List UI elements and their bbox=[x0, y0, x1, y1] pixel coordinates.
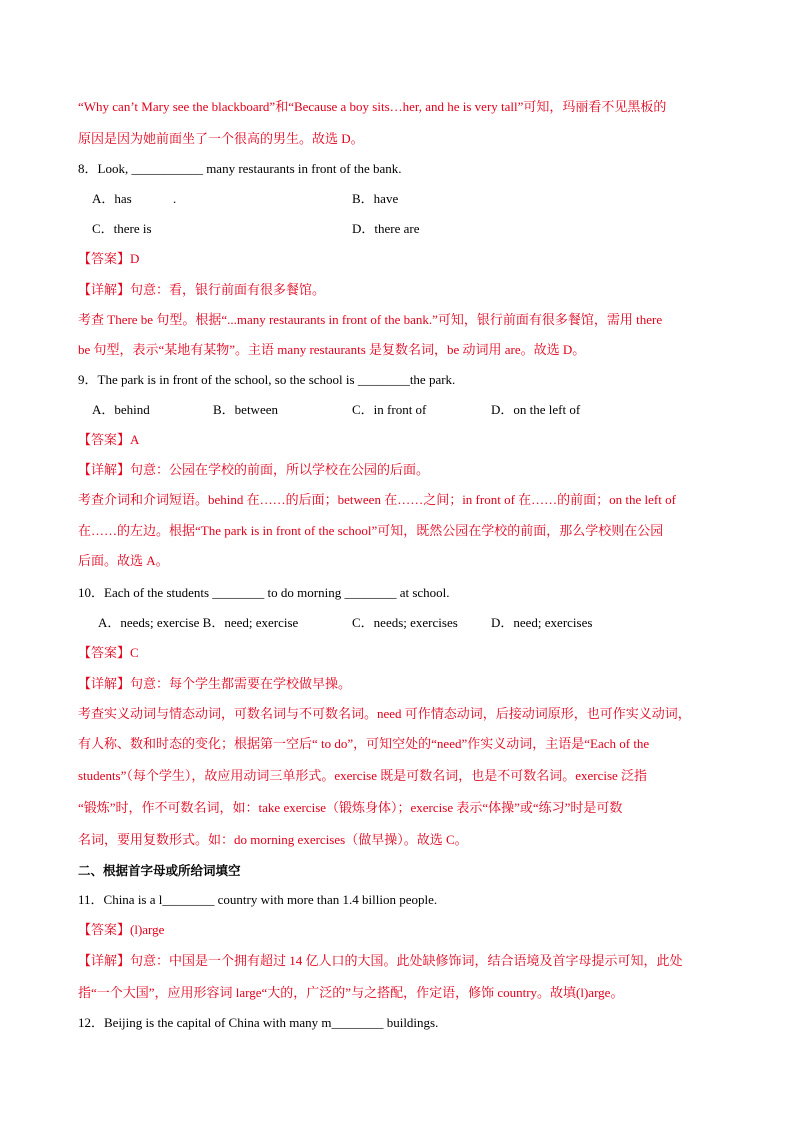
q11-stem: 11．China is a l________ country with more than 1.4 billion people. bbox=[78, 892, 438, 907]
q8-answer: 【答案】D bbox=[78, 251, 140, 266]
q9-detail-line1: 【详解】句意：公园在学校的前面，所以学校在公园的后面。 bbox=[78, 462, 430, 477]
q9-option-c: C．in front of bbox=[352, 402, 427, 417]
q8-option-c: C．there is bbox=[92, 221, 152, 236]
q8-detail-line3: be 句型，表示“某地有某物”。主语 many restaurants 是复数名词，be 动词用 are。故选 D。 bbox=[78, 342, 586, 357]
q10-option-c: C．needs; exercises bbox=[352, 615, 458, 630]
q11-detail-line1: 【详解】句意：中国是一个拥有超过 14 亿人口的大国。此处缺修饰词，结合语境及首字母提示可知，此处 bbox=[78, 953, 683, 968]
q10-answer: 【答案】C bbox=[78, 645, 139, 660]
q8-option-b: B．have bbox=[352, 191, 399, 206]
q8-stem: 8．Look, ___________ many restaurants in front of the bank. bbox=[78, 161, 402, 176]
q9-option-a: A．behind bbox=[92, 402, 150, 417]
q10-detail-line4: students”（每个学生），故应用动词三单形式。exercise 既是可数名词，也是不可数名词。exercise 泛指 bbox=[78, 768, 648, 783]
q9-option-d: D．on the left of bbox=[491, 402, 581, 417]
q8-detail-line1: 【详解】句意：看，银行前面有很多餐馆。 bbox=[78, 282, 326, 297]
q10-detail-line2: 考查实义动词与情态动词，可数名词与不可数名词。need 可作情态动词，后接动词原形，也可作实义动词， bbox=[78, 706, 691, 721]
q9-detail-line4: 后面。故选 A。 bbox=[78, 553, 169, 568]
q7-explanation-line2: 原因是因为她前面坐了一个很高的男生。故选 D。 bbox=[78, 131, 364, 146]
section-2-title: 二、根据首字母或所给词填空 bbox=[78, 863, 241, 878]
q9-detail-line3: 在……的左边。根据“The park is in front of the school”可知，既然公园在学校的前面，那么学校则在公园 bbox=[78, 523, 664, 538]
q10-detail-line5: “锻炼”时，作不可数名词，如：take exercise（锻炼身体）；exercise 表示“体操”或“练习”时是可数 bbox=[78, 800, 623, 815]
q8-option-a: A．has bbox=[92, 191, 132, 206]
q9-answer: 【答案】A bbox=[78, 432, 140, 447]
q9-detail-line2: 考查介词和介词短语。behind 在……的后面；between 在……之间；in front of 在……的前面；on the left of bbox=[78, 492, 676, 507]
q10-stem: 10．Each of the students ________ to do morning ________ at school. bbox=[78, 585, 450, 600]
q10-option-a-b: A．needs; exercise B．need; exercise bbox=[98, 615, 299, 630]
q12-stem: 12．Beijing is the capital of China with many m________ buildings. bbox=[78, 1015, 439, 1030]
q8-detail-line2: 考查 There be 句型。根据“...many restaurants in front of the bank.”可知，银行前面有很多餐馆，需用 there bbox=[78, 312, 663, 327]
q10-detail-line6: 名词，要用复数形式。如：do morning exercises（做早操）。故选 C。 bbox=[78, 832, 468, 847]
q10-detail-line3: 有人称、数和时态的变化；根据第一空后“ to do”，可知空处的“need”作实义动词，主语是“Each of the bbox=[78, 736, 650, 751]
q9-option-b: B．between bbox=[213, 402, 278, 417]
q11-detail-line2: 指“一个大国”，应用形容词 large“大的，广泛的”与之搭配，作定语，修饰 country。故填(l)arge。 bbox=[78, 985, 624, 1000]
q10-detail-line1: 【详解】句意：每个学生都需要在学校做早操。 bbox=[78, 676, 352, 691]
q11-answer: 【答案】(l)arge bbox=[78, 922, 165, 937]
q7-explanation-line1: “Why can’t Mary see the blackboard”和“Because a boy sits…her, and he is very tall”可知，玛丽看不见黑板的 bbox=[78, 99, 667, 114]
q8-option-a-dot: . bbox=[173, 191, 177, 206]
q10-option-d: D．need; exercises bbox=[491, 615, 593, 630]
q9-stem: 9．The park is in front of the school, so the school is ________the park. bbox=[78, 372, 456, 387]
q8-option-d: D．there are bbox=[352, 221, 420, 236]
